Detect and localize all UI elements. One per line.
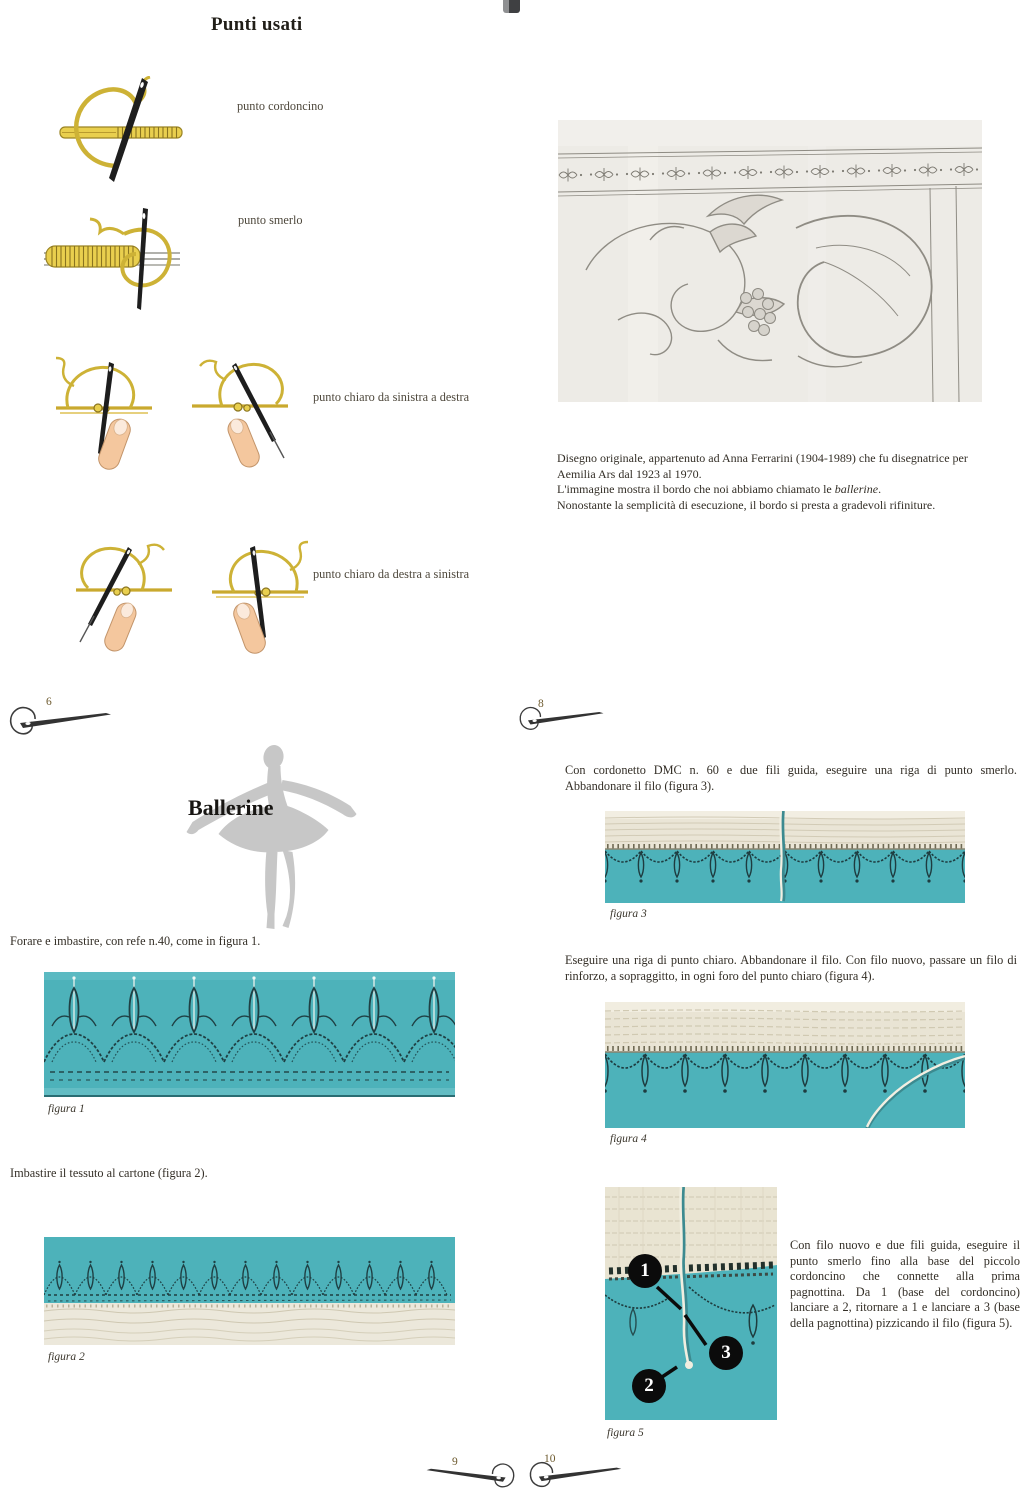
- stitch-label: punto cordoncino: [237, 99, 324, 113]
- figure-caption: figura 3: [610, 908, 647, 920]
- needle-thread-icon: [6, 702, 116, 736]
- page-number: 10: [544, 1453, 556, 1465]
- stitch-label: punto chiaro da destra a sinistra: [313, 567, 470, 581]
- page-number: 6: [46, 696, 52, 708]
- caption-line: Disegno originale, appartenuto ad Anna Ferrarini (1904-1989) che fu disegnatrice per: [557, 451, 968, 465]
- figure-caption: figura 1: [48, 1103, 85, 1115]
- page-number: 9: [452, 1456, 458, 1468]
- stitch-diagram-smerlo-icon: [40, 204, 185, 314]
- instruction-paragraph: Con cordonetto DMC n. 60 e due fili guida, eseguire una riga di punto smerlo. Abbandonare il filo (figura 3).: [565, 763, 1017, 793]
- section-title: Ballerine: [188, 795, 274, 820]
- figura-5-photo: [605, 1187, 777, 1420]
- instruction-paragraph: Eseguire una riga di punto chiaro. Abbandonare il filo. Con filo nuovo, passare un filo di rinforzo, a sopraggitto, in ogni foro del punto chiaro (figura 4).: [565, 953, 1017, 983]
- figure-caption: figura 4: [610, 1133, 647, 1145]
- figure-marker-2: 2: [632, 1369, 666, 1403]
- page-number: 8: [538, 698, 544, 710]
- figure-caption: figura 5: [607, 1427, 644, 1439]
- stitch-label: punto smerlo: [238, 213, 303, 227]
- ballerina-silhouette: [168, 736, 373, 936]
- figura-3-photo: [605, 811, 965, 903]
- figura-4-photo: [605, 1002, 965, 1128]
- needle-thread-icon: [528, 1457, 624, 1489]
- stitch-diagram-chiaro-lr-icon: [52, 356, 312, 491]
- instruction-paragraph: Con filo nuovo e due fili guida, eseguire il punto smerlo fino alla base del piccolo cordoncino che connette alla prima pagnottina. Da 1 (base del cordoncino) lanciare a 2, ritornare a 1 e lanciare a 3 (base della pagnottina) pizzicando il filo (figura 5).: [790, 1238, 1020, 1330]
- stitch-diagram-chiaro-rl-icon: [52, 540, 312, 675]
- page-title: Punti usati: [211, 14, 303, 35]
- drawing-caption: [557, 451, 968, 513]
- figura-1-photo: [44, 972, 455, 1097]
- figure-marker-3: 3: [709, 1336, 743, 1370]
- needle-thread-icon: [424, 1459, 516, 1489]
- stitch-diagram-cordoncino-icon: [52, 76, 192, 186]
- caption-line: Aemilia Ars dal 1923 al 1970.: [557, 466, 702, 481]
- figure-marker-1: 1: [628, 1254, 662, 1288]
- caption-line: Nonostante la semplicità di esecuzione, il bordo si presta a gradevoli rifiniture.: [557, 497, 936, 512]
- figura-2-photo: [44, 1237, 455, 1345]
- caption-line: L'immagine mostra il bordo che noi abbiamo chiamato le ballerine.: [557, 482, 882, 497]
- caption-italic-word: ballerine: [834, 482, 879, 497]
- binding-mark: [503, 0, 520, 13]
- figure-caption: figura 2: [48, 1351, 85, 1363]
- stitch-label: punto chiaro da sinistra a destra: [313, 390, 470, 404]
- original-design-photo: [558, 120, 982, 402]
- instruction-paragraph: Forare e imbastire, con refe n.40, come in figura 1.: [10, 934, 261, 948]
- needle-thread-icon: [518, 702, 606, 732]
- instruction-paragraph: Imbastire il tessuto al cartone (figura 2).: [10, 1166, 208, 1180]
